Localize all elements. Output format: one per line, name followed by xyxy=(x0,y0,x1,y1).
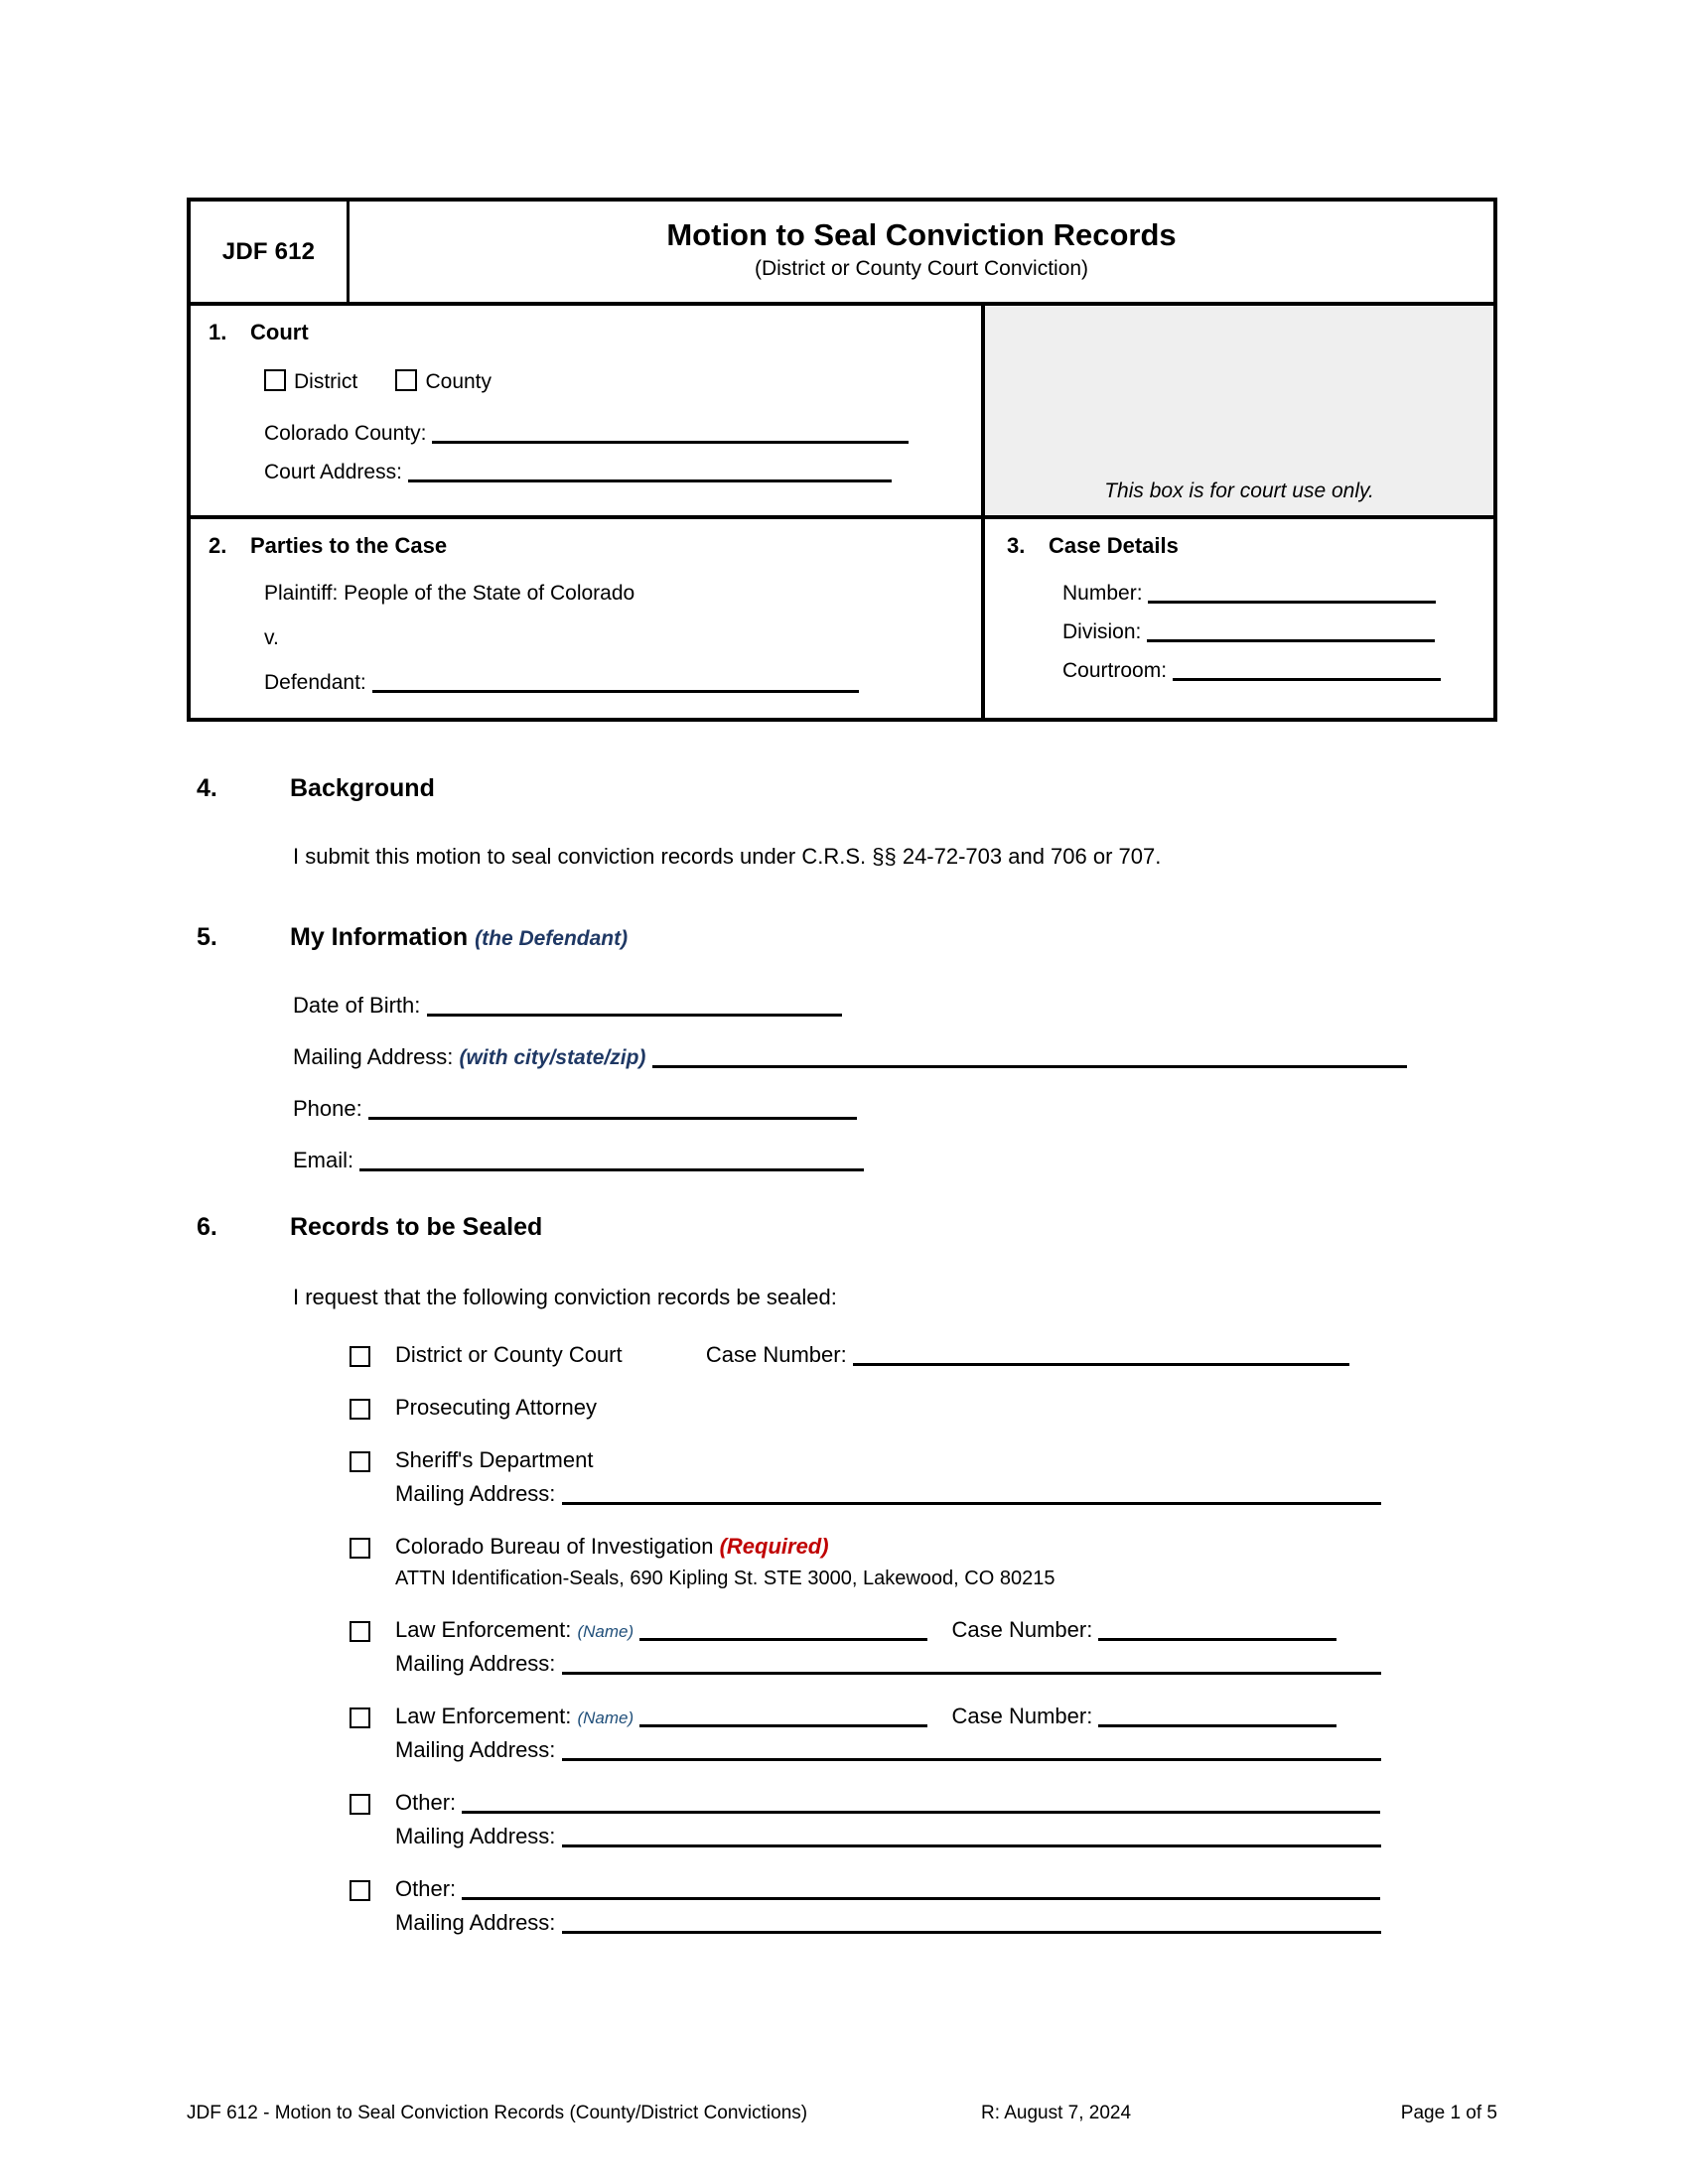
record-item-law-enforcement-2[interactable] xyxy=(350,1704,1381,1763)
field-defendant xyxy=(209,672,981,693)
section-background-title: Background xyxy=(290,774,435,802)
record-case-number-label: Case Number: xyxy=(705,1342,847,1367)
footer-form-title: JDF 612 - Motion to Seal Conviction Records (County/District Convictions) xyxy=(187,2103,808,2123)
footer-page-number: Page 1 of 5 xyxy=(1400,2103,1497,2123)
field-case-courtroom xyxy=(1007,660,1493,681)
form-header-left-column xyxy=(191,306,985,718)
section-case-details-title: Case Details xyxy=(1049,533,1179,558)
checkbox-icon[interactable] xyxy=(350,1346,370,1367)
checkbox-icon[interactable] xyxy=(350,1880,370,1901)
case-courtroom-input[interactable] xyxy=(1173,661,1441,681)
section-case-details-heading xyxy=(1007,533,1493,559)
law-enforcement-case-number-input[interactable] xyxy=(1098,1621,1336,1641)
form-header-right-column xyxy=(985,306,1493,718)
checkbox-icon[interactable] xyxy=(350,1794,370,1815)
section-parties-title: Parties to the Case xyxy=(250,533,448,558)
record-item-prosecuting-attorney[interactable] xyxy=(350,1395,1381,1421)
other-description-input[interactable] xyxy=(462,1794,1380,1814)
section-my-information-number: 5. xyxy=(197,923,217,951)
record-item-mailing-address-row xyxy=(350,1910,1381,1936)
record-mailing-address-label: Mailing Address: xyxy=(395,1910,556,1935)
case-courtroom-label: Courtroom: xyxy=(1062,659,1168,682)
background-statement: I submit this motion to seal conviction records under C.R.S. §§ 24-72-703 and 706 or 707. xyxy=(293,844,1162,869)
footer-revision-date: R: August 7, 2024 xyxy=(981,2103,1132,2123)
field-mailing-address xyxy=(293,1044,1407,1070)
my-information-title-text: My Information xyxy=(290,923,469,951)
court-use-only-text: This box is for court use only. xyxy=(1104,479,1374,502)
page-footer xyxy=(187,2103,1497,2124)
checkbox-icon[interactable] xyxy=(264,369,286,391)
case-number-input[interactable] xyxy=(1148,584,1436,604)
record-item-label: Law Enforcement: xyxy=(395,1704,572,1728)
court-use-only-box xyxy=(985,306,1493,519)
field-email xyxy=(293,1148,864,1173)
checkbox-icon[interactable] xyxy=(350,1707,370,1728)
record-item-mailing-address-row xyxy=(350,1481,1381,1507)
field-colorado-county xyxy=(209,423,981,444)
field-court-address xyxy=(209,462,981,482)
court-address-input[interactable] xyxy=(408,463,892,482)
checkbox-district-label: District xyxy=(294,370,358,393)
record-item-mailing-address-row xyxy=(350,1651,1381,1677)
record-item-mailing-address-row xyxy=(350,1737,1381,1763)
checkbox-icon[interactable] xyxy=(350,1621,370,1642)
record-item-label: Other: xyxy=(395,1876,457,1901)
section-parties-number: 2. xyxy=(209,533,227,558)
case-number-label: Number: xyxy=(1062,582,1143,605)
record-case-number-label: Case Number: xyxy=(951,1704,1093,1728)
colorado-county-input[interactable] xyxy=(432,424,909,444)
checkbox-icon[interactable] xyxy=(350,1538,370,1559)
form-header-body xyxy=(191,306,1493,718)
law-enforcement-name-input[interactable] xyxy=(639,1707,927,1727)
email-input[interactable] xyxy=(359,1152,864,1171)
record-mailing-address-label: Mailing Address: xyxy=(395,1824,556,1848)
record-item-required-tag: (Required) xyxy=(719,1534,829,1559)
record-mailing-address-input[interactable] xyxy=(562,1741,1381,1761)
record-item-name-hint: (Name) xyxy=(577,1708,634,1727)
checkbox-district-district[interactable] xyxy=(264,370,363,393)
date-of-birth-input[interactable] xyxy=(427,997,842,1017)
section-parties xyxy=(191,519,981,718)
record-item-label: Law Enforcement: xyxy=(395,1617,572,1642)
record-mailing-address-label: Mailing Address: xyxy=(395,1481,556,1506)
phone-input[interactable] xyxy=(368,1100,857,1120)
section-case-details xyxy=(985,519,1493,718)
record-item-colorado-bureau-of-investigation[interactable] xyxy=(350,1534,1381,1590)
record-item-label: Sheriff's Department xyxy=(395,1447,594,1472)
law-enforcement-name-input[interactable] xyxy=(639,1621,927,1641)
checkbox-icon[interactable] xyxy=(350,1399,370,1420)
case-division-input[interactable] xyxy=(1147,622,1435,642)
date-of-birth-label: Date of Birth: xyxy=(293,993,421,1018)
record-item-other-2[interactable] xyxy=(350,1876,1381,1936)
checkbox-district-county[interactable] xyxy=(395,370,492,393)
mailing-address-hint: (with city/state/zip) xyxy=(459,1046,646,1069)
page-subtitle: (District or County Court Conviction) xyxy=(754,257,1089,281)
record-item-name-hint: (Name) xyxy=(577,1622,634,1641)
plaintiff-text: Plaintiff: People of the State of Colorado xyxy=(264,582,635,605)
defendant-input[interactable] xyxy=(372,673,859,693)
checkbox-icon[interactable] xyxy=(395,369,417,391)
form-header-table xyxy=(187,198,1497,722)
record-mailing-address-input[interactable] xyxy=(562,1485,1381,1505)
section-court-title: Court xyxy=(250,320,309,344)
section-court xyxy=(191,306,981,519)
field-date-of-birth xyxy=(293,993,842,1019)
section-my-information-title xyxy=(290,923,628,952)
email-label: Email: xyxy=(293,1148,354,1172)
mailing-address-input[interactable] xyxy=(652,1048,1407,1068)
form-title-cell xyxy=(350,202,1493,302)
record-case-number-input[interactable] xyxy=(853,1346,1349,1366)
field-case-division xyxy=(1007,621,1493,642)
records-intro-text: I request that the following conviction records be sealed: xyxy=(293,1285,837,1309)
versus-text: v. xyxy=(264,626,279,649)
record-mailing-address-input[interactable] xyxy=(562,1914,1381,1934)
my-information-title-hint: (the Defendant) xyxy=(475,927,629,950)
page-title: Motion to Seal Conviction Records xyxy=(666,216,1177,252)
checkbox-county-label: County xyxy=(425,370,492,393)
checkbox-icon[interactable] xyxy=(350,1451,370,1472)
section-parties-heading xyxy=(209,533,981,559)
colorado-county-label: Colorado County: xyxy=(264,422,427,445)
record-case-number-label: Case Number: xyxy=(951,1617,1093,1642)
record-item-cbi-address: ATTN Identification-Seals, 690 Kipling St. STE 3000, Lakewood, CO 80215 xyxy=(395,1568,1055,1589)
record-mailing-address-label: Mailing Address: xyxy=(395,1651,556,1676)
form-title-row xyxy=(191,202,1493,306)
other-description-input[interactable] xyxy=(462,1880,1380,1900)
field-case-number xyxy=(1007,583,1493,604)
case-division-label: Division: xyxy=(1062,620,1142,643)
law-enforcement-case-number-input[interactable] xyxy=(1098,1707,1336,1727)
record-item-law-enforcement-1[interactable] xyxy=(350,1617,1381,1677)
section-court-heading xyxy=(209,320,981,345)
record-item-mailing-address-row xyxy=(350,1824,1381,1849)
section-court-number: 1. xyxy=(209,320,227,344)
record-item-label: Prosecuting Attorney xyxy=(395,1395,598,1420)
section-case-details-number: 3. xyxy=(1007,533,1026,558)
records-checkbox-list xyxy=(350,1342,1381,1936)
mailing-address-label: Mailing Address: xyxy=(293,1044,454,1069)
section-records-title: Records to be Sealed xyxy=(290,1213,543,1241)
record-item-label: Other: xyxy=(395,1790,457,1815)
court-type-checkbox-group xyxy=(209,369,981,393)
field-phone xyxy=(293,1096,857,1122)
court-address-label: Court Address: xyxy=(264,461,402,483)
record-item-other-1[interactable] xyxy=(350,1790,1381,1849)
record-item-label: Colorado Bureau of Investigation xyxy=(395,1534,714,1559)
record-item-district-county-court[interactable] xyxy=(350,1342,1381,1368)
form-number: JDF 612 xyxy=(191,202,350,302)
record-mailing-address-label: Mailing Address: xyxy=(395,1737,556,1762)
section-background-number: 4. xyxy=(197,774,217,802)
record-mailing-address-input[interactable] xyxy=(562,1655,1381,1675)
phone-label: Phone: xyxy=(293,1096,362,1121)
record-item-label: District or County Court xyxy=(395,1342,623,1367)
defendant-label: Defendant: xyxy=(264,671,366,694)
section-records-number: 6. xyxy=(197,1213,217,1241)
record-item-sheriffs-department[interactable] xyxy=(350,1447,1381,1507)
record-mailing-address-input[interactable] xyxy=(562,1828,1381,1847)
